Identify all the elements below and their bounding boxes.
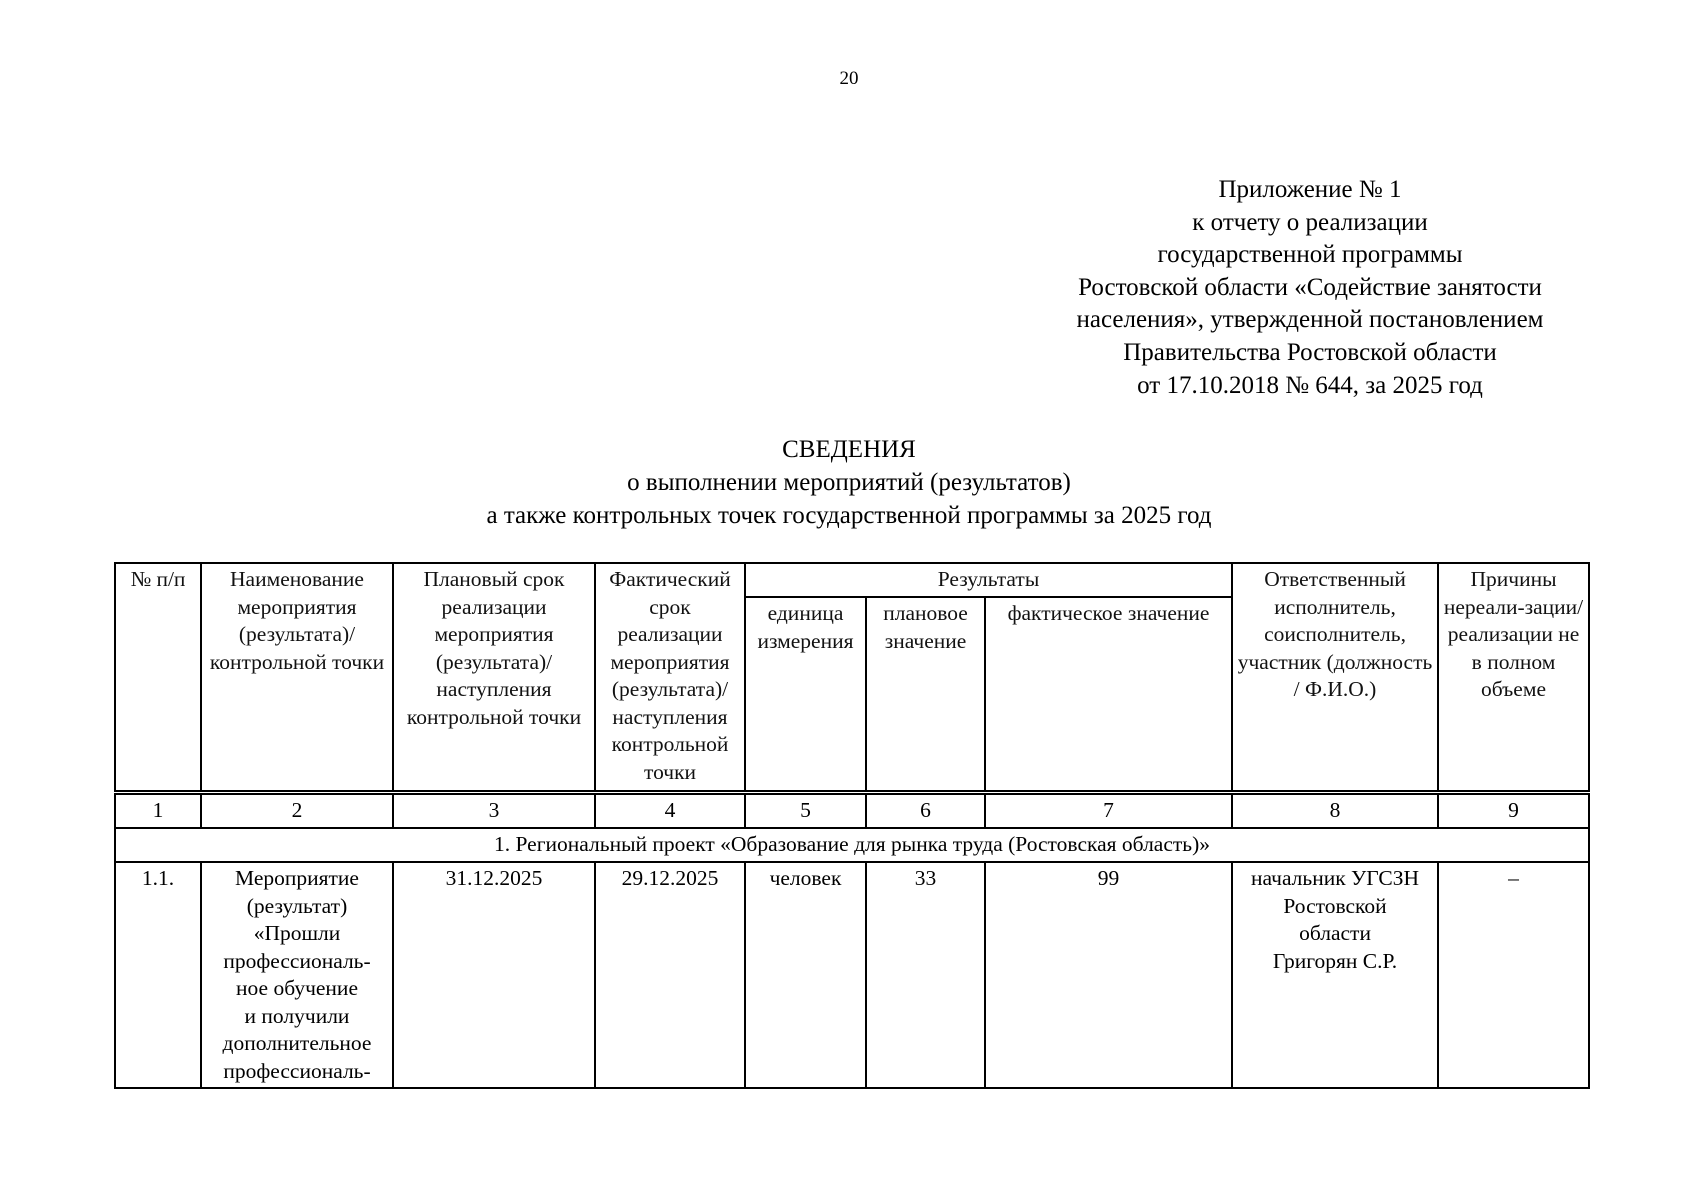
header-responsible: Ответственный исполнитель, соисполнитель, участник (должность / Ф.И.О.) xyxy=(1232,563,1438,793)
appendix-line: от 17.10.2018 № 644, за 2025 год xyxy=(1137,371,1483,399)
header-planned-value: плановое значение xyxy=(866,597,985,793)
row-name-line: (результат) xyxy=(246,893,348,918)
row-responsible-line: Ростовской xyxy=(1283,893,1387,918)
row-unit: человек xyxy=(745,862,866,1088)
section-row xyxy=(115,828,1589,862)
appendix-line: Ростовской области «Содействие занятости xyxy=(1078,273,1542,301)
appendix-line: Правительства Ростовской области xyxy=(1123,338,1497,366)
header-planned-date: Плановый срок реализации мероприятия (результата)/ наступления контрольной точки xyxy=(393,563,595,793)
heading-title: СВЕДЕНИЯ xyxy=(782,436,916,463)
column-number: 5 xyxy=(745,793,866,829)
heading-subtitle: а также контрольных точек государственной программы за 2025 год xyxy=(486,502,1212,529)
row-name-line: Мероприятие xyxy=(235,866,359,890)
row-actual-value: 99 xyxy=(985,862,1232,1088)
header-actual-value: фактическое значение xyxy=(985,597,1232,793)
row-responsible-line: начальник УГСЗН xyxy=(1250,866,1420,890)
header-name: Наименование мероприятия (результата)/ контрольной точки xyxy=(201,563,393,793)
column-numbers-row xyxy=(115,793,1589,829)
header-actual-date: Фактический срок реализации мероприятия (результата)/ наступления контрольной точки xyxy=(595,563,745,793)
row-responsible-line: Григорян С.Р. xyxy=(1272,948,1398,973)
document-heading xyxy=(0,433,1698,532)
heading-subtitle: о выполнении мероприятий (результатов) xyxy=(627,469,1071,496)
appendix-line: к отчету о реализации xyxy=(1192,208,1428,236)
appendix-line: государственной программы xyxy=(1157,241,1463,269)
column-number: 1 xyxy=(115,793,201,829)
table-row xyxy=(115,862,1589,1088)
page-number: 20 xyxy=(839,68,859,89)
appendix-line: Приложение № 1 xyxy=(1218,176,1402,203)
report-table xyxy=(114,562,1590,1089)
row-reason: – xyxy=(1438,862,1589,1088)
row-name-line: и получили xyxy=(244,1003,350,1028)
appendix-line: населения», утвержденной постановлением xyxy=(1076,306,1544,334)
section-title: 1. Региональный проект «Образование для рынка труда (Ростовская область)» xyxy=(115,828,1589,862)
row-planned-value: 33 xyxy=(866,862,985,1088)
column-number: 8 xyxy=(1232,793,1438,829)
appendix-block xyxy=(1030,174,1590,402)
row-name-line: «Прошли xyxy=(253,921,341,945)
row-name xyxy=(201,862,393,1088)
row-name-line: профессиональ- xyxy=(223,948,371,973)
row-name-line: профессиональ- xyxy=(223,1058,371,1083)
column-number: 3 xyxy=(393,793,595,829)
column-number: 9 xyxy=(1438,793,1589,829)
row-planned-date: 31.12.2025 xyxy=(393,862,595,1088)
row-responsible xyxy=(1232,862,1438,1088)
header-unit: единица измерения xyxy=(745,597,866,793)
header-results: Результаты xyxy=(745,563,1232,597)
row-name-line: ное обучение xyxy=(236,976,358,1000)
column-number: 4 xyxy=(595,793,745,829)
column-number: 7 xyxy=(985,793,1232,829)
header-number: № п/п xyxy=(115,563,201,793)
row-responsible-line: области xyxy=(1299,921,1371,945)
column-number: 2 xyxy=(201,793,393,829)
row-number: 1.1. xyxy=(115,862,201,1088)
row-name-line: дополнительное xyxy=(222,1031,372,1055)
header-reasons: Причины нереали-зации/ реализации не в полном объеме xyxy=(1438,563,1589,793)
row-actual-date: 29.12.2025 xyxy=(595,862,745,1088)
column-number: 6 xyxy=(866,793,985,829)
